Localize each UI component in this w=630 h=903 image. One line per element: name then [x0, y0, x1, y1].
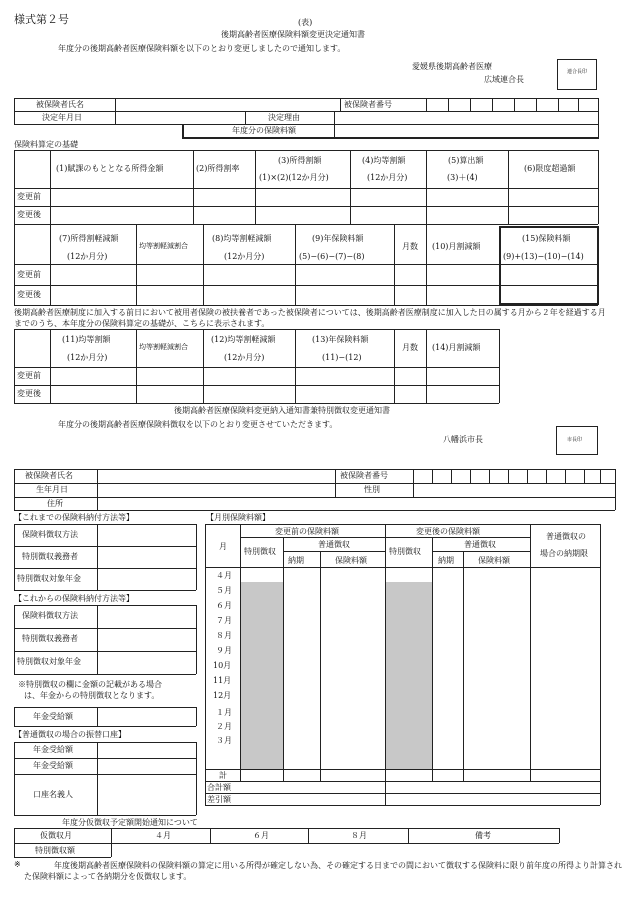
t2-row-after: 変更後 [17, 290, 41, 299]
t1-calculated: (5)算出額 [448, 156, 484, 165]
monthly-title: 【月別保険料額】 [206, 513, 270, 522]
t2-months: 月数 [402, 242, 418, 251]
month-aug: ８月 [216, 631, 232, 640]
prev-pension: 特別徴収対象年金 [17, 574, 81, 583]
before-due-header: 納期 [288, 556, 304, 565]
t3-annual-premium-formula: (11)−(12) [322, 353, 362, 362]
month-oct: 10月 [213, 661, 232, 670]
t3-annual-premium: (13)年保険料額 [312, 335, 369, 344]
t3-per-capita: (11)均等割額 [62, 335, 111, 344]
issuer-union: 愛媛県後期高齢者医療 [412, 62, 492, 71]
month-feb: ２月 [216, 722, 232, 731]
transfer-row1-label: 年金受給額 [33, 745, 73, 754]
total-label: 計 [219, 771, 227, 780]
provisional-aug: ８月 [351, 831, 367, 840]
after-premium-header: 変更後の保険料額 [416, 527, 480, 536]
t2-monthly-reduction: (10)月割減額 [432, 242, 481, 251]
t2-income-reduction: (7)所得割軽減額 [59, 234, 119, 243]
t3-row-after: 変更後 [17, 389, 41, 398]
insured-name-label: 被保険者氏名 [36, 100, 84, 109]
fy-premium-label: 年度分の保険料額 [232, 126, 296, 135]
month-jun: ６月 [216, 601, 232, 610]
pension-amount-label: 年金受給額 [33, 712, 73, 721]
normal-deadline-header-1: 普通徴収の [546, 532, 586, 541]
t2-premium-amount: (15)保険料額 [522, 234, 571, 243]
footnote-text: 年度後期高齢者医療保険料の保険料額の算定に用いる所得が確定しない為、その確定する日までの間において徴収する保険料に限り前年度の所得より計算された保険料額によって各納期分を仮徴収します。 [24, 861, 622, 881]
next-collection-method: 保険料徴収方法 [22, 611, 78, 620]
address-label: 住所 [47, 499, 63, 508]
t3-monthly-reduction: (14)月割減額 [432, 343, 481, 352]
n2-insured-number-label: 被保険者番号 [340, 471, 388, 480]
prev-collection-method: 保険料徴収方法 [22, 530, 78, 539]
after-special-shading [386, 582, 432, 769]
month-mar: ３月 [216, 736, 232, 745]
t1-row-before: 変更前 [17, 192, 41, 201]
t2-premium-formula: (9)+(13)−(10)−(14) [503, 252, 584, 261]
t3-per-capita-months: (12か月分) [67, 353, 108, 362]
provisional-remarks: 備考 [475, 831, 491, 840]
t1-per-capita-months: (12か月分) [367, 173, 408, 182]
n2-insured-name-label: 被保険者氏名 [25, 471, 73, 480]
mayor-seal-label: 市長印 [567, 437, 583, 443]
t3-per-capita-reduction: (12)均等割軽減額 [211, 335, 276, 344]
t2-annual-premium: (9)年保険料額 [312, 234, 364, 243]
issuer-union-head: 広域連合長 [484, 75, 524, 84]
before-special-header: 特別徴収 [244, 547, 276, 556]
t2-per-capita-reduction-months: (12か月分) [224, 252, 265, 261]
union-seal [557, 59, 597, 90]
basis-title: 保険料算定の基礎 [14, 140, 78, 149]
birth-date-label: 生年月日 [36, 485, 68, 494]
t1-income-basis: (1)賦課のもととなる所得金額 [56, 164, 164, 173]
after-due-header: 納期 [438, 556, 454, 565]
month-header: 月 [219, 542, 227, 551]
dependent-note: 後期高齢者医療制度に加入する前日において被用者保険の被扶養者であった被保険者については、後期高齢者医療制度に加入した日の属する月から２年を経過する月までのうち、本年度分の保険料算定の基礎が、こちらに表示されます。 [14, 308, 606, 328]
t1-excess: (6)限度超過額 [524, 164, 576, 173]
t1-row-after: 変更後 [17, 210, 41, 219]
t2-row-before: 変更前 [17, 270, 41, 279]
t3-per-capita-reduction-months: (12か月分) [224, 353, 265, 362]
mayor-label: 八幡浜市長 [443, 435, 483, 444]
next-collector: 特別徴収義務者 [22, 634, 78, 643]
decision-reason-label: 決定理由 [268, 113, 300, 122]
before-premium-header: 変更前の保険料額 [275, 527, 339, 536]
month-apr: ４月 [216, 571, 232, 580]
t2-income-reduction-months: (12か月分) [67, 252, 108, 261]
t2-reduction-ratio: 均等割軽減割合 [139, 242, 188, 250]
footnote-mark: ※ [14, 860, 21, 869]
normal-deadline-header-2: 場合の納期限 [540, 549, 588, 558]
grand-total-label: 合計額 [207, 783, 231, 792]
difference-label: 差引額 [207, 795, 231, 804]
account-holder-label: 口座名義人 [33, 790, 73, 799]
t1-calculated-formula: (3)＋(4) [447, 173, 478, 182]
t3-row-before: 変更前 [17, 371, 41, 380]
month-sep: ９月 [216, 646, 232, 655]
before-normal-header: 普通徴収 [318, 540, 350, 549]
front-side-label: (表) [298, 18, 313, 27]
month-jul: ７月 [216, 616, 232, 625]
notice1-intro: 年度分の後期高齢者医療保険料額を以下のとおり変更しましたので通知します。 [58, 44, 346, 53]
pension-note-line1: ※特別徴収の欄に金額の記載がある場合 [18, 680, 162, 689]
month-jan: １月 [216, 708, 232, 717]
prev-collector: 特別徴収義務者 [22, 552, 78, 561]
t1-per-capita: (4)均等割額 [362, 156, 406, 165]
before-amount-header: 保険料額 [335, 556, 367, 565]
next-pension: 特別徴収対象年金 [17, 657, 81, 666]
sex-label: 性別 [364, 485, 380, 494]
prev-method-title: 【これまでの保険料納付方法等】 [14, 513, 134, 522]
form-number: 様式第２号 [14, 13, 69, 26]
notice2-title: 後期高齢者医療保険料変更納入通知書兼特別徴収変更通知書 [174, 406, 390, 415]
mayor-seal [556, 426, 598, 455]
month-may: ５月 [216, 586, 232, 595]
provisional-month-label: 仮徴収月 [40, 831, 72, 840]
provisional-special-label: 特別徴収額 [35, 846, 75, 855]
t1-income-levy-formula: (1)×(2)(12か月分) [259, 173, 329, 182]
after-special-header: 特別徴収 [389, 547, 421, 556]
provisional-apr: ４月 [155, 831, 171, 840]
notice2-intro: 年度分の後期高齢者医療保険料徴収を以下のとおり変更させていただきます。 [58, 420, 338, 429]
after-amount-header: 保険料額 [478, 556, 510, 565]
t3-reduction-ratio: 均等割軽減割合 [139, 343, 188, 351]
provisional-title: 年度分仮徴収予定額開始通知について [62, 818, 198, 827]
t1-income-rate: (2)所得割率 [196, 164, 240, 173]
t2-per-capita-reduction: (8)均等割軽減額 [212, 234, 272, 243]
t2-annual-premium-formula: (5)−(6)−(7)−(8) [299, 252, 365, 261]
month-dec: 12月 [213, 691, 232, 700]
pension-note-line2: は、年金からの特別徴収となります。 [24, 691, 160, 700]
after-normal-header: 普通徴収 [464, 540, 496, 549]
before-special-shading [241, 582, 283, 769]
notice1-title: 後期高齢者医療保険料額変更決定通知書 [221, 30, 365, 39]
provisional-jun: ６月 [253, 831, 269, 840]
t1-income-levy: (3)所得割額 [278, 156, 322, 165]
decision-date-label: 決定年月日 [42, 113, 82, 122]
transfer-row2-label: 年金受給額 [33, 761, 73, 770]
t3-months: 月数 [402, 343, 418, 352]
insured-number-label: 被保険者番号 [344, 100, 392, 109]
next-method-title: 【これからの保険料納付方法等】 [14, 594, 134, 603]
union-seal-label: 連合長印 [567, 69, 588, 75]
transfer-title: 【普通徴収の場合の振替口座】 [14, 730, 126, 739]
month-nov: 11月 [213, 676, 232, 685]
